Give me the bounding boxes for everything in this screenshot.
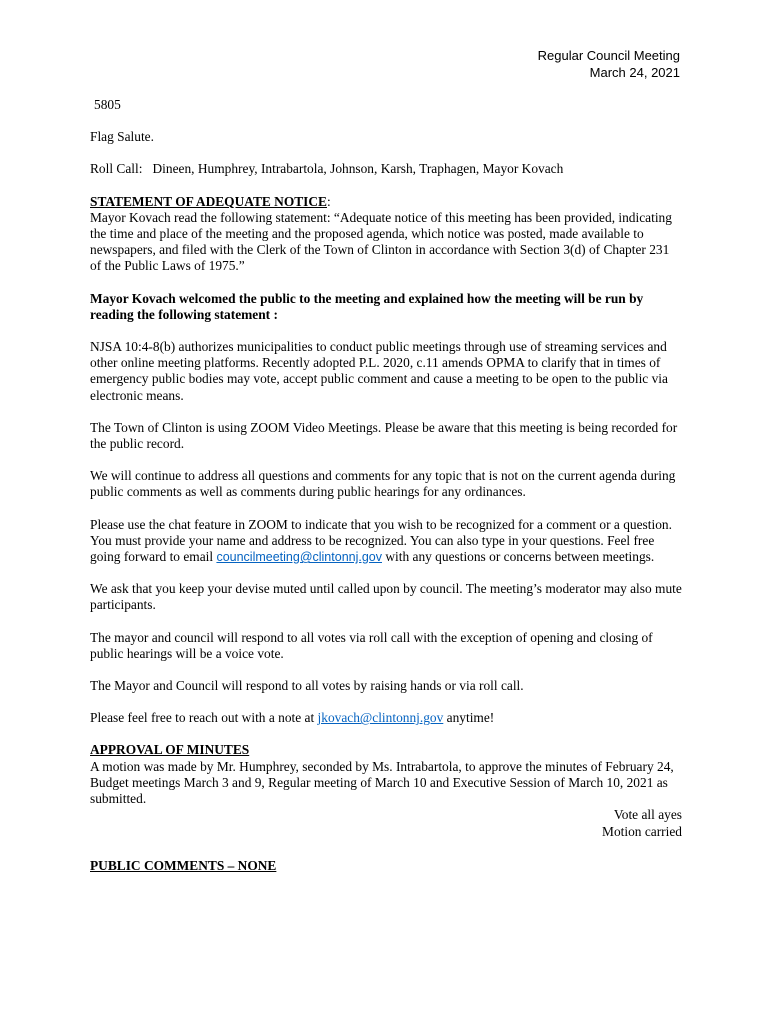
section-spacer: [90, 840, 682, 858]
meeting-date: March 24, 2021: [589, 65, 680, 80]
meeting-title: Regular Council Meeting: [537, 48, 680, 63]
document-body: [90, 97, 682, 874]
roll-call-votes-paragraph: The mayor and council will respond to all votes via roll call with the exception of opening and closing of public hearings will be a voice vote.: [90, 629, 653, 661]
public-comments-heading: PUBLIC COMMENTS – NONE: [90, 857, 277, 873]
njsa-paragraph: NJSA 10:4-8(b) authorizes municipalities to conduct public meetings through use of streaming services and other online meeting platforms. Recently adopted P.L. 2020, c.11 amends OPMA to clarify that in times of emergency public bodies may vote, accept public comment and cause a meeting to be open to the public via electronic means.: [90, 339, 668, 403]
heading-colon: :: [326, 193, 331, 209]
muted-paragraph: We ask that you keep your devise muted until called upon by council. The meeting’s moderator may also mute participants.: [90, 581, 682, 613]
council-email-link[interactable]: councilmeeting@clintonnj.gov: [216, 550, 382, 565]
minutes-result: Motion carried: [602, 823, 682, 839]
adequate-notice-heading: STATEMENT OF ADEQUATE NOTICE: [90, 193, 327, 209]
minutes-text: A motion was made by Mr. Humphrey, seconded by Ms. Intrabartola, to approve the minutes of February 24, Budget meetings March 3 and 9, Regular meeting of March 10 and Executive Session of March 10, 2021 as submitted.: [90, 758, 674, 807]
minutes-vote: Vote all ayes: [613, 807, 682, 823]
flag-salute: Flag Salute.: [90, 129, 154, 145]
welcome-statement: Mayor Kovach welcomed the public to the meeting and explained how the meeting will be run by reading the following statement :: [90, 290, 644, 322]
reach-out-text-after: anytime!: [443, 710, 495, 726]
zoom-paragraph: The Town of Clinton is using ZOOM Video Meetings. Please be aware that this meeting is being recorded for the public record.: [90, 419, 678, 452]
page-header: [538, 47, 680, 81]
reach-out-text-before: Please feel free to reach out with a note at: [90, 710, 318, 726]
minutes-heading: APPROVAL OF MINUTES: [90, 742, 250, 758]
questions-paragraph: We will continue to address all questions and comments for any topic that is not on the current agenda during public comments as well as comments during public hearings for any ordinances.: [90, 468, 676, 500]
reach-out-paragraph: [90, 710, 682, 726]
roll-call-label: Roll Call:: [90, 161, 143, 177]
chat-paragraph: [90, 517, 682, 566]
document-number: 5805: [94, 97, 121, 112]
adequate-notice-text: Mayor Kovach read the following statement: “Adequate notice of this meeting has been provided, indicating the time and place of the meeting and the proposed agenda, which notice was posted, made available to newspapers, and filed with the Clerk of the Town of Clinton in accordance with Section 3(d) of Chapter 231 of the Public Laws of 1975.”: [90, 209, 672, 274]
adequate-notice-heading-line: [90, 194, 682, 210]
chat-text-after: with any questions or concerns between meetings.: [382, 549, 655, 565]
raising-hands-paragraph: The Mayor and Council will respond to all votes by raising hands or via roll call.: [90, 678, 524, 694]
chat-text-before: Please use the chat feature in ZOOM to indicate that you wish to be recognized for a comment or a question. You must provide your name and address to be recognized. You can also type in your questions. Feel free going forward to email: [90, 516, 672, 565]
roll-call: [90, 161, 682, 177]
roll-call-members: Dineen, Humphrey, Intrabartola, Johnson, Karsh, Traphagen, Mayor Kovach: [152, 161, 564, 177]
mayor-email-link[interactable]: jkovach@clintonnj.gov: [317, 710, 444, 726]
